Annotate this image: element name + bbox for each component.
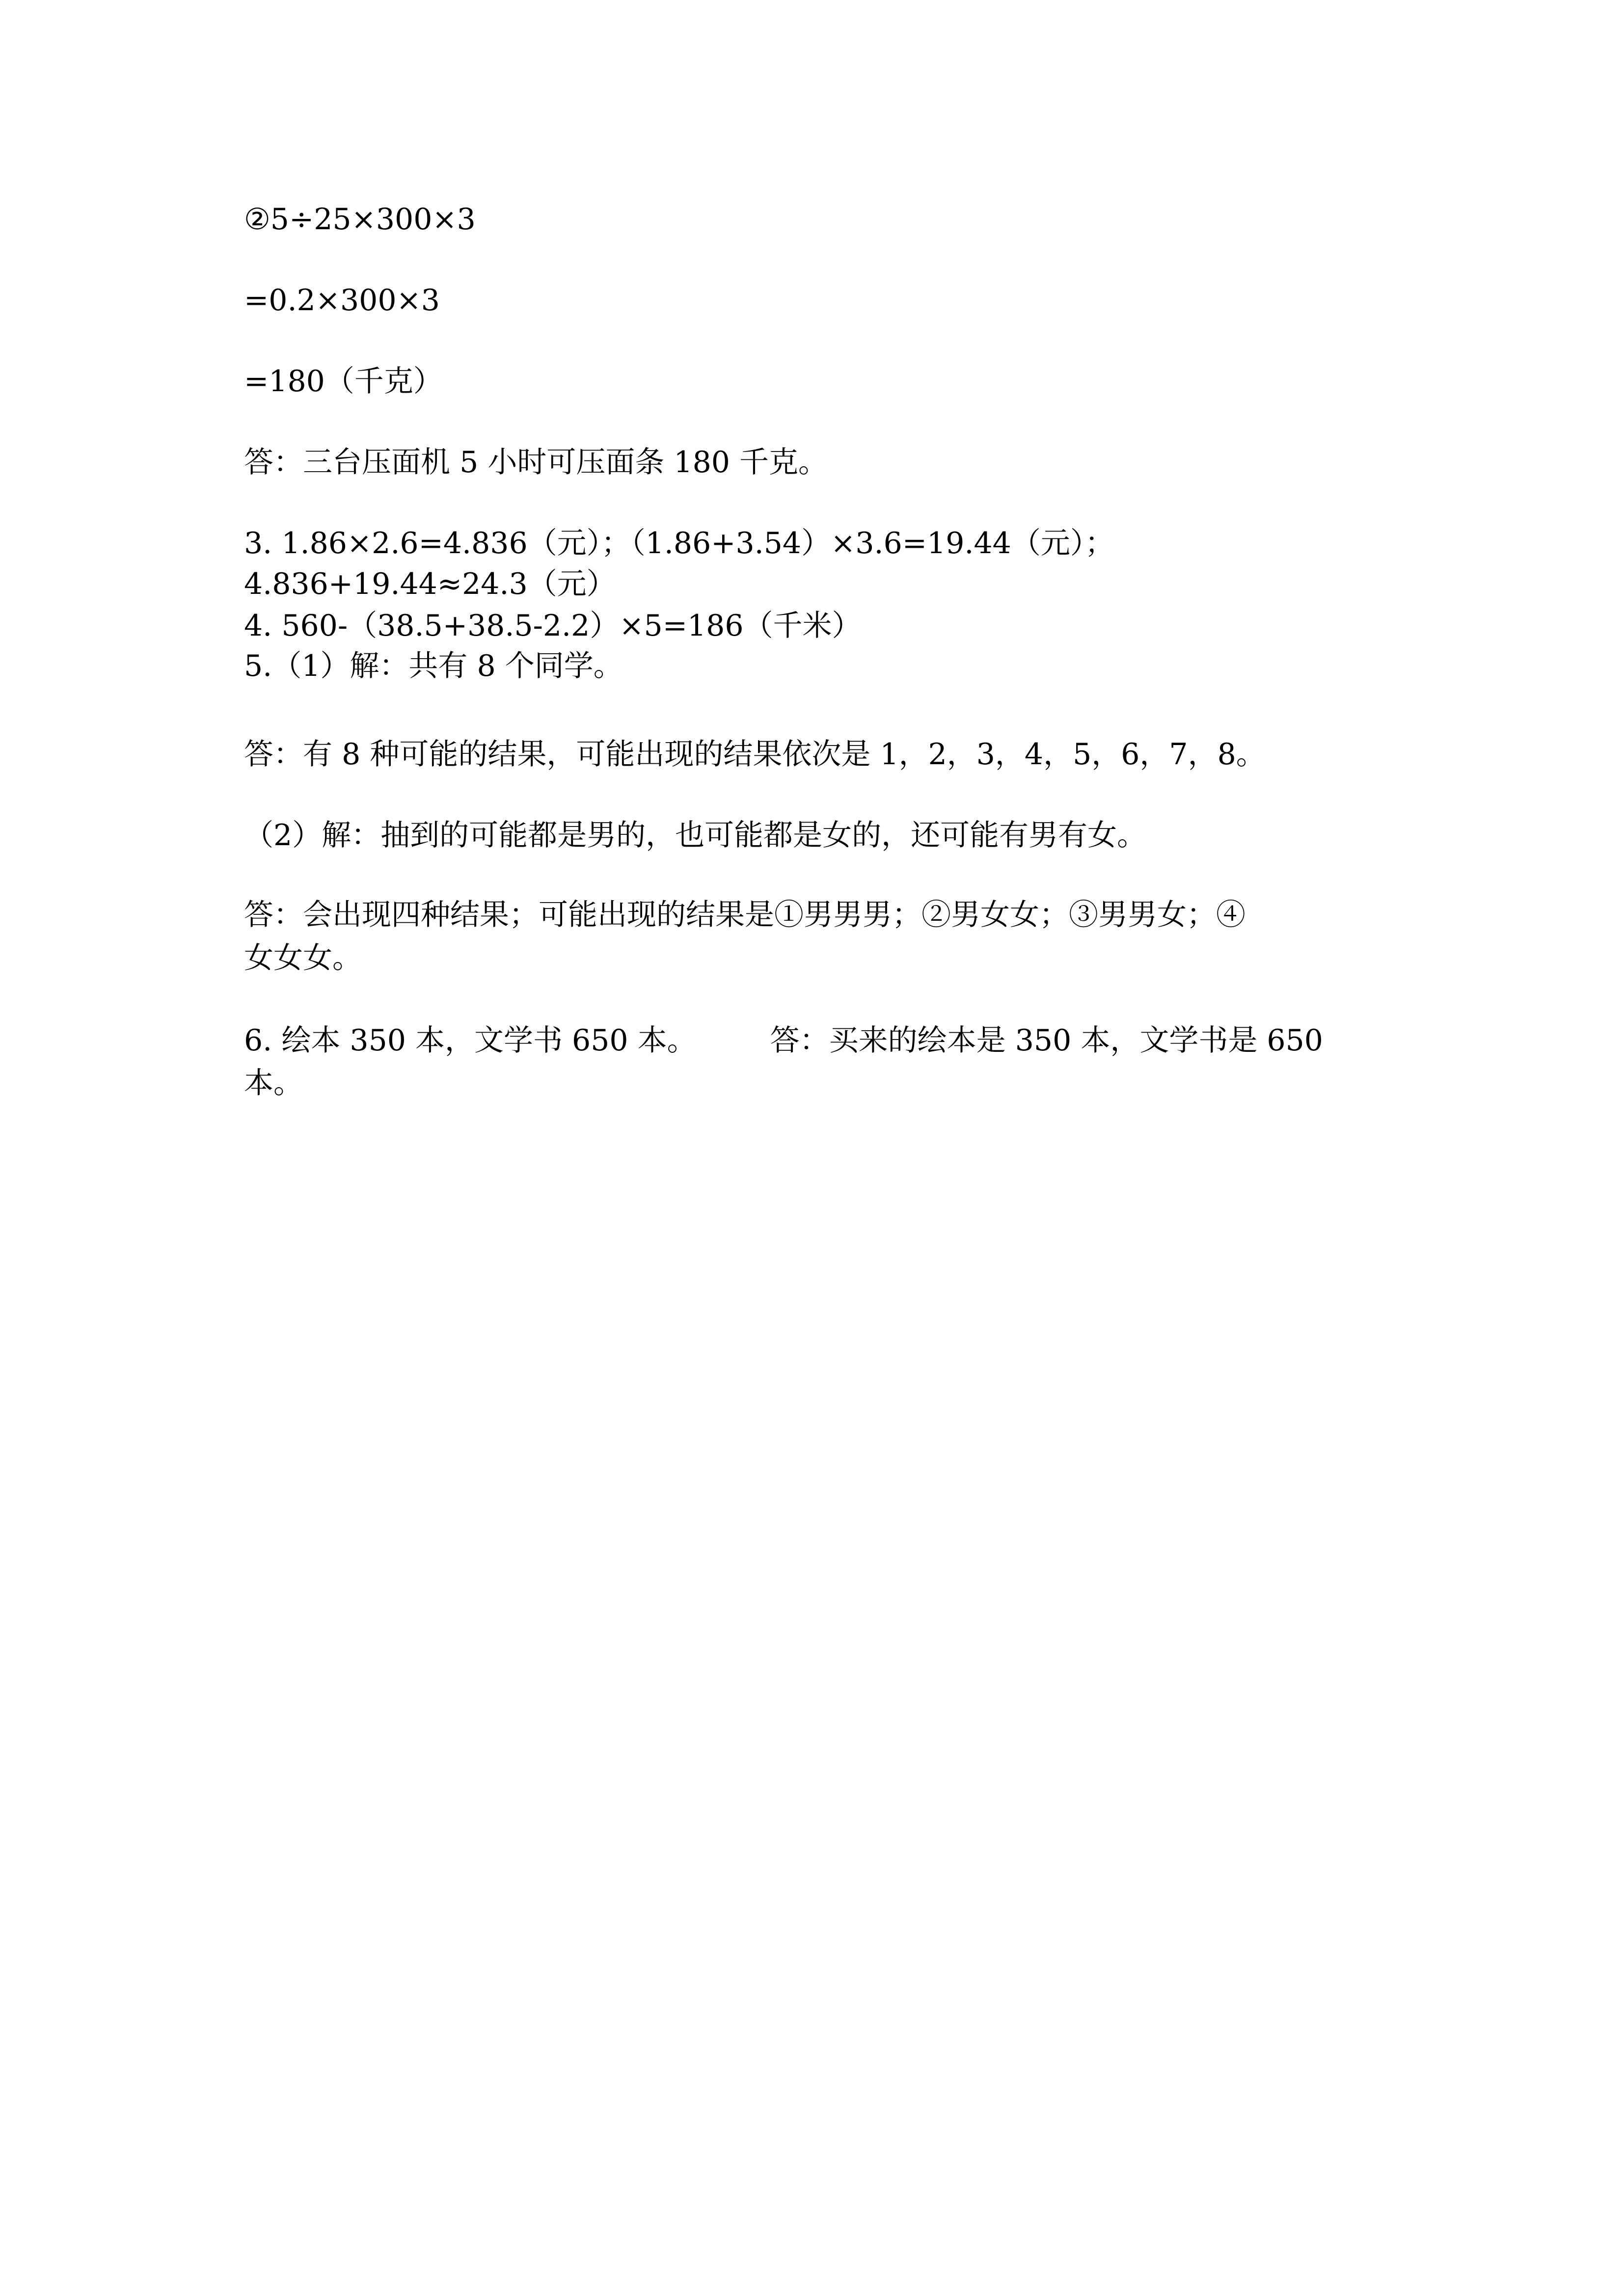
- question-3-line-1: 3. 1.86×2.6=4.836（元）；（1.86+3.54）×3.6=19.44（元）；: [244, 526, 1114, 561]
- question-4-line: 4. 560-（38.5+38.5-2.2）×5=186（千米）: [244, 609, 862, 643]
- calc-step-3: =180（千克）: [244, 364, 443, 399]
- answer-line-q5-1: 答：有 8 种可能的结果，可能出现的结果依次是 1，2，3，4，5，6，7，8。: [244, 737, 1266, 772]
- question-5-part-2: （2）解：抽到的可能都是男的，也可能都是女的，还可能有男有女。: [244, 818, 1147, 853]
- answer-line-q5-2a: 答：会出现四种结果；可能出现的结果是①男男男；②男女女；③男男女；④: [244, 898, 1245, 932]
- answer-line-q2: 答：三台压面机 5 小时可压面条 180 千克。: [244, 445, 828, 480]
- question-6-statement: 6. 绘本 350 本，文学书 650 本。: [244, 1023, 697, 1058]
- question-6-line-2: 本。: [244, 1066, 303, 1100]
- question-6-line-1: [244, 1020, 1323, 1061]
- calc-step-1: ②5÷25×300×3: [244, 202, 476, 237]
- answer-line-q5-2b: 女女女。: [244, 941, 362, 975]
- question-5-part-1: 5.（1）解：共有 8 个同学。: [244, 649, 623, 683]
- answer-line-q6: 答：买来的绘本是 350 本，文学书是 650: [770, 1023, 1323, 1058]
- calc-step-2: =0.2×300×3: [244, 283, 440, 318]
- question-3-line-2: 4.836+19.44≈24.3（元）: [244, 567, 616, 601]
